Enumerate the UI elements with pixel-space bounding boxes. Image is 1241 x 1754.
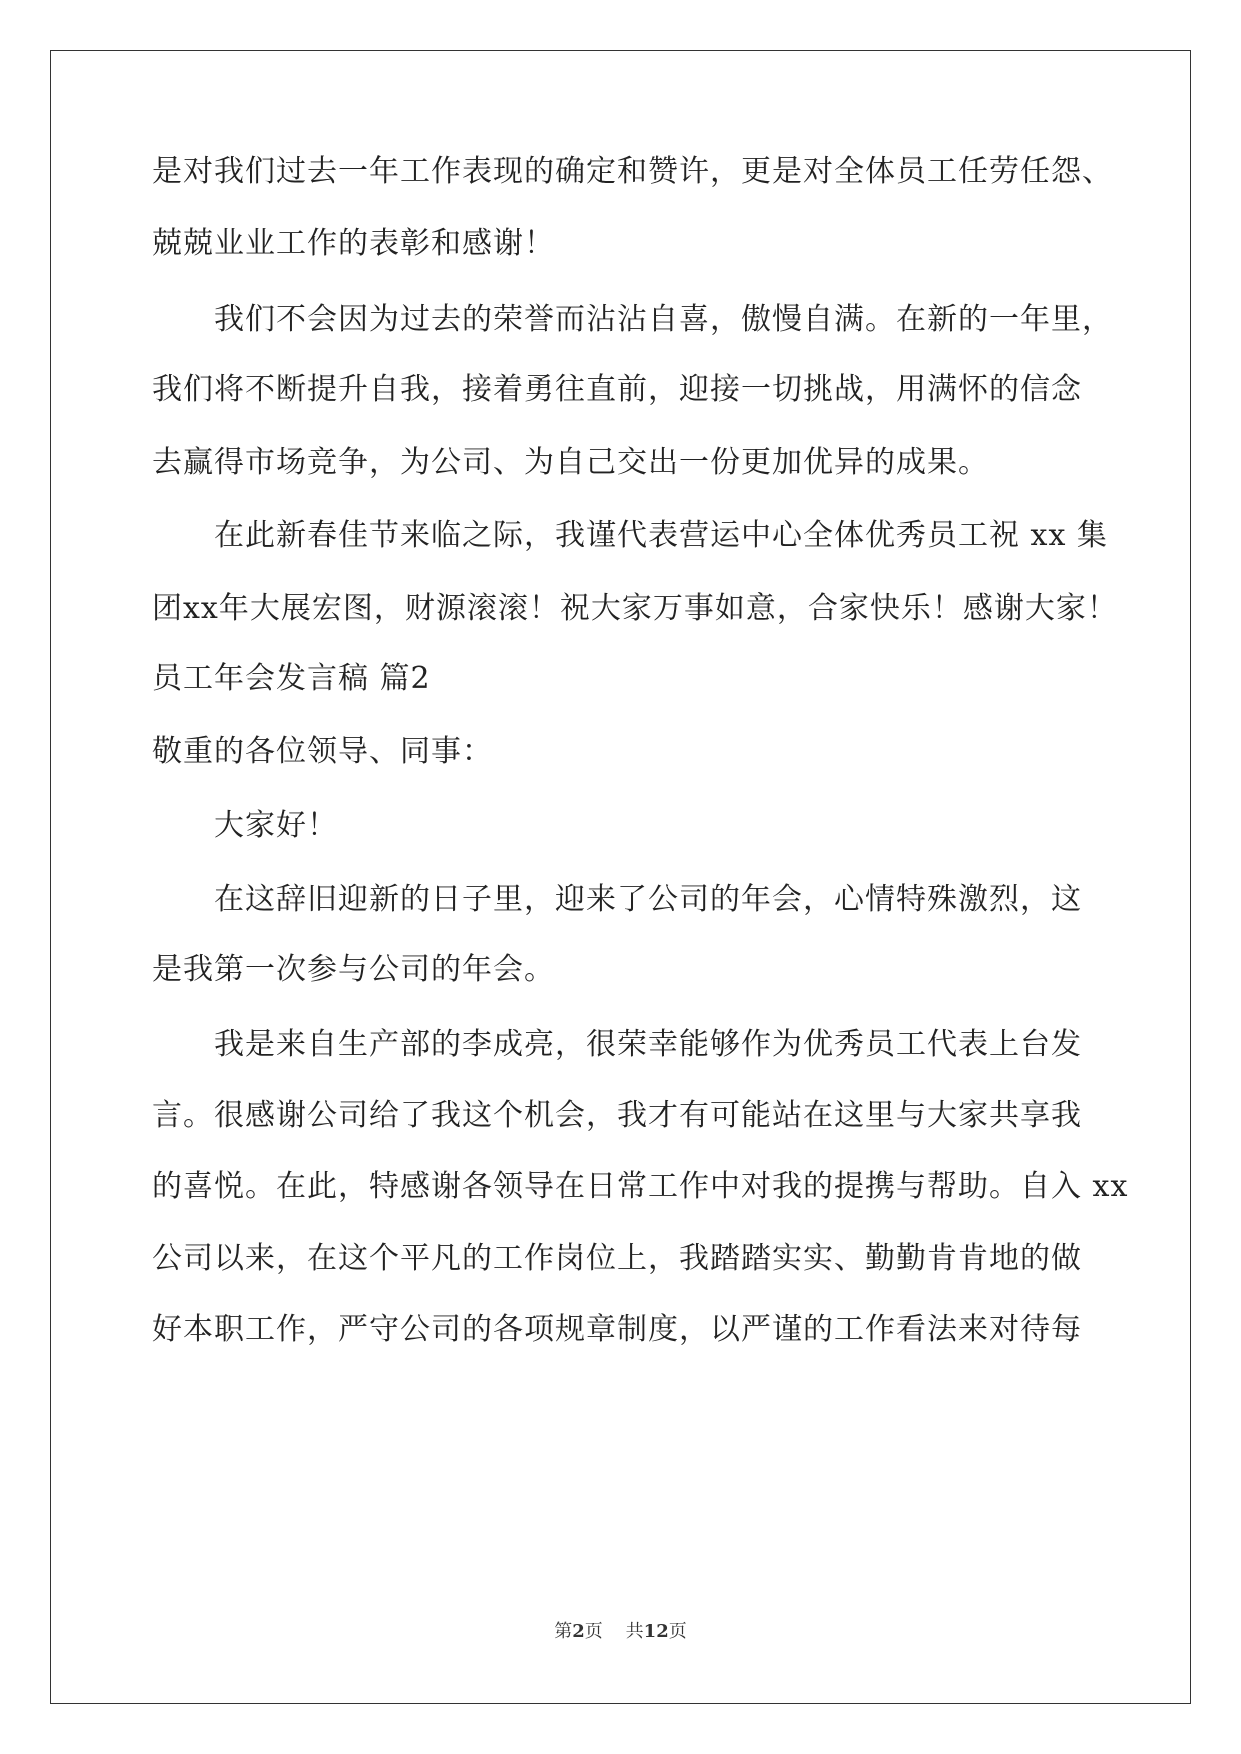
body-line-7: 团xx年大展宏图，财源滚滚！祝大家万事如意，合家快乐！感谢大家！: [152, 591, 1118, 626]
total-prefix: 共: [625, 1621, 644, 1642]
body-line-15: 的喜悦。在此，特感谢各领导在日常工作中对我的提携与帮助。自入 xx: [152, 1169, 1129, 1204]
page-footer: [0, 1620, 1241, 1644]
page-unit: 页: [584, 1621, 603, 1642]
section-heading: 员工年会发言稿 篇2: [152, 661, 431, 696]
body-line-13: 我是来自生产部的李成亮，很荣幸能够作为优秀员工代表上台发: [214, 1027, 1082, 1062]
body-line-16: 公司以来，在这个平凡的工作岗位上，我踏踏实实、勤勤肯肯地的做: [152, 1241, 1082, 1276]
body-line-3: 我们不会因为过去的荣誉而沾沾自喜，傲慢自满。在新的一年里，: [214, 302, 1113, 337]
total-unit: 页: [668, 1621, 687, 1642]
page-border: [50, 50, 1191, 1704]
body-line-11: 在这辞旧迎新的日子里，迎来了公司的年会，心情特殊激烈，这: [214, 882, 1082, 917]
page-prefix: 第: [554, 1621, 573, 1642]
body-line-6: 在此新春佳节来临之际，我谨代表营运中心全体优秀员工祝 xx 集: [214, 518, 1108, 553]
page-current: 2: [572, 1621, 585, 1642]
body-line-5: 去赢得市场竞争，为公司、为自己交出一份更加优异的成果。: [152, 445, 989, 480]
body-line-12: 是我第一次参与公司的年会。: [152, 952, 555, 987]
body-line-1: 是对我们过去一年工作表现的确定和赞许，更是对全体员工任劳任怨、: [152, 154, 1113, 189]
greeting-line: 大家好！: [214, 808, 338, 843]
body-line-14: 言。很感谢公司给了我这个机会，我才有可能站在这里与大家共享我: [152, 1098, 1082, 1133]
body-line-2: 兢兢业业工作的表彰和感谢！: [152, 226, 555, 261]
page-total: 12: [643, 1621, 669, 1642]
salutation-line: 敬重的各位领导、同事：: [152, 734, 493, 769]
body-line-4: 我们将不断提升自我，接着勇往直前，迎接一切挑战，用满怀的信念: [152, 372, 1082, 407]
body-line-17: 好本职工作，严守公司的各项规章制度，以严谨的工作看法来对待每: [152, 1312, 1082, 1347]
